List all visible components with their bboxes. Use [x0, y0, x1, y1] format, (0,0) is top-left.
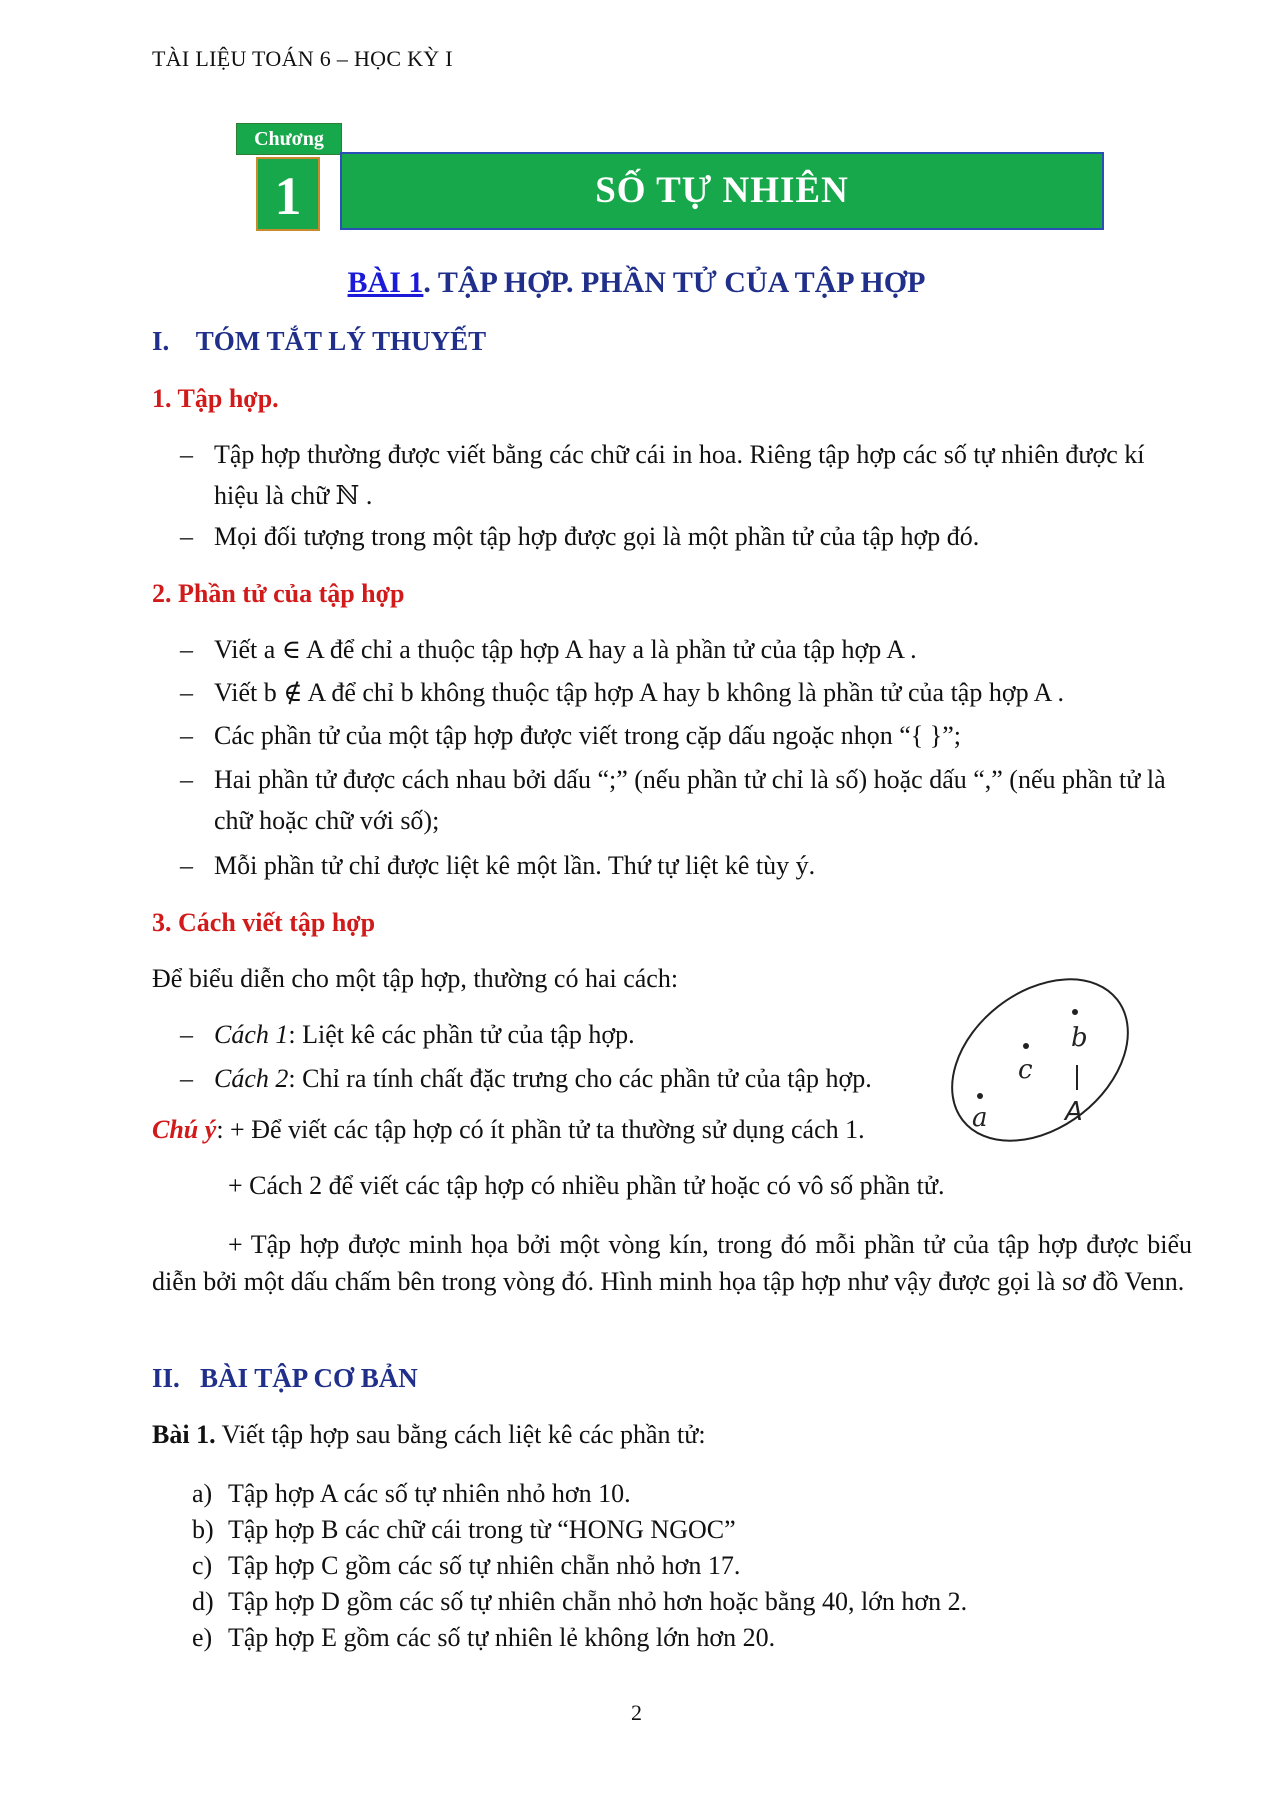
- exercise-item-text: Tập hợp B các chữ cái trong từ “HONG NGOC”: [228, 1515, 736, 1544]
- exercise-item-label: e): [192, 1623, 213, 1652]
- exercise-item: [192, 1620, 775, 1656]
- notation-intro: Để biểu diễn cho một tập hợp, thường có hai cách:: [152, 964, 679, 993]
- note-label: Chú ý: [152, 1115, 217, 1144]
- list-item: [180, 845, 1190, 886]
- venn-label-set: A: [1065, 1097, 1083, 1127]
- exercise-item-text: Tập hợp A các số tự nhiên nhỏ hơn 10.: [228, 1479, 631, 1508]
- dash-bullet: –: [180, 851, 193, 880]
- dash-bullet: –: [180, 635, 193, 664]
- page-header: TÀI LIỆU TOÁN 6 – HỌC KỲ I: [152, 46, 453, 71]
- list-item-text: Các phần tử của một tập hợp được viết trong cặp dấu ngoặc nhọn “{ }”;: [214, 721, 962, 750]
- list-item: [180, 715, 1190, 756]
- lesson-title-text: . TẬP HỢP. PHẦN TỬ CỦA TẬP HỢP: [423, 266, 926, 299]
- list-item-text: [214, 1014, 960, 1055]
- list-item-text: Mỗi phần tử chỉ được liệt kê một lần. Thứ tự liệt kê tùy ý.: [214, 851, 816, 880]
- exercise-item-label: a): [192, 1479, 213, 1508]
- chapter-title: SỐ TỰ NHIÊN: [340, 152, 1104, 230]
- section-heading-theory: I. TÓM TẮT LÝ THUYẾT: [152, 326, 487, 356]
- list-item: [180, 759, 1190, 841]
- note-line-2: + Cách 2 để viết các tập hợp có nhiều phần tử hoặc có vô số phần tử.: [228, 1171, 945, 1200]
- chapter-label: Chương: [236, 123, 342, 155]
- list-item-text: Hai phần tử được cách nhau bởi dấu “;” (nếu phần tử chỉ là số) hoặc dấu “,” (nếu phần tử là chữ hoặc chữ với số);: [214, 765, 1166, 835]
- subheading-set: 1. Tập hợp.: [152, 384, 279, 413]
- way2-label: Cách 2: [214, 1064, 289, 1093]
- subheading-element: 2. Phần tử của tập hợp: [152, 579, 405, 608]
- list-item-text: [214, 1058, 960, 1099]
- list-item: [180, 516, 1190, 557]
- exercise-item-label: c): [192, 1551, 213, 1580]
- exercise-item-label: b): [192, 1515, 214, 1544]
- dash-bullet: –: [180, 678, 193, 707]
- way1-text: : Liệt kê các phần tử của tập hợp.: [288, 1020, 635, 1049]
- venn-diagram: [940, 960, 1140, 1160]
- subheading-notation: 3. Cách viết tập hợp: [152, 908, 376, 937]
- way1-label: Cách 1: [214, 1020, 289, 1049]
- note-line-1: [152, 1113, 865, 1147]
- list-item: [180, 629, 1190, 670]
- exercise-text: Viết tập hợp sau bằng cách liệt kê các phần tử:: [215, 1420, 706, 1449]
- exercise-item: [192, 1476, 631, 1512]
- section-heading-exercises: II. BÀI TẬP CƠ BẢN: [152, 1363, 418, 1393]
- venn-label-b: b: [1071, 1023, 1088, 1053]
- venn-dot-b: [1072, 1009, 1078, 1015]
- way2-text: : Chỉ ra tính chất đặc trưng cho các phần tử của tập hợp.: [288, 1064, 872, 1093]
- venn-dot-a: [977, 1093, 983, 1099]
- list-item: [180, 1014, 960, 1055]
- dash-bullet: –: [180, 1020, 193, 1049]
- exercise-item-text: Tập hợp E gồm các số tự nhiên lẻ không lớn hơn 20.: [228, 1623, 776, 1652]
- venn-dot-c: [1023, 1043, 1029, 1049]
- list-item: [180, 434, 1190, 516]
- venn-label-c: c: [1018, 1055, 1033, 1085]
- exercise-item: [192, 1584, 967, 1620]
- list-item: [180, 1058, 960, 1099]
- dash-bullet: –: [180, 440, 193, 469]
- list-item: [180, 672, 1190, 713]
- lesson-title: [0, 266, 1273, 300]
- dash-bullet: –: [180, 721, 193, 750]
- exercise-item-text: Tập hợp D gồm các số tự nhiên chẵn nhỏ hơn hoặc bằng 40, lớn hơn 2.: [228, 1587, 968, 1616]
- exercise-item: [192, 1512, 736, 1548]
- note-text-1: : + Để viết các tập hợp có ít phần tử ta thường sử dụng cách 1.: [216, 1115, 865, 1144]
- exercise-item: [192, 1548, 740, 1584]
- venn-ellipse: [940, 960, 1140, 1160]
- exercise-label: Bài 1.: [152, 1420, 216, 1449]
- list-item-text: Viết a ∈ A để chỉ a thuộc tập hợp A hay a là phần tử của tập hợp A .: [214, 635, 917, 664]
- lesson-prefix: BÀI 1: [347, 266, 424, 299]
- dash-bullet: –: [180, 522, 193, 551]
- note-line-3: + Tập hợp được minh họa bởi một vòng kín, trong đó mỗi phần tử của tập hợp được biểu diễn bởi một dấu chấm bên trong vòng đó. Hình minh họa tập hợp như vậy được gọi là sơ đồ Venn.: [152, 1230, 1192, 1296]
- list-item-text: Mọi đối tượng trong một tập hợp được gọi là một phần tử của tập hợp đó.: [214, 522, 980, 551]
- exercise-item-label: d): [192, 1587, 214, 1616]
- list-item-text: Tập hợp thường được viết bằng các chữ cái in hoa. Riêng tập hợp các số tự nhiên được kí hiệu là chữ ℕ .: [214, 440, 1145, 510]
- page-number: 2: [631, 1700, 642, 1725]
- exercise-item-text: Tập hợp C gồm các số tự nhiên chẵn nhỏ hơn 17.: [228, 1551, 741, 1580]
- venn-label-a: a: [972, 1103, 988, 1133]
- dash-bullet: –: [180, 765, 193, 794]
- exercise-prompt: [152, 1418, 706, 1452]
- dash-bullet: –: [180, 1064, 193, 1093]
- list-item-text: Viết b ∉ A để chỉ b không thuộc tập hợp A hay b không là phần tử của tập hợp A .: [214, 678, 1065, 707]
- chapter-number: 1: [256, 157, 320, 231]
